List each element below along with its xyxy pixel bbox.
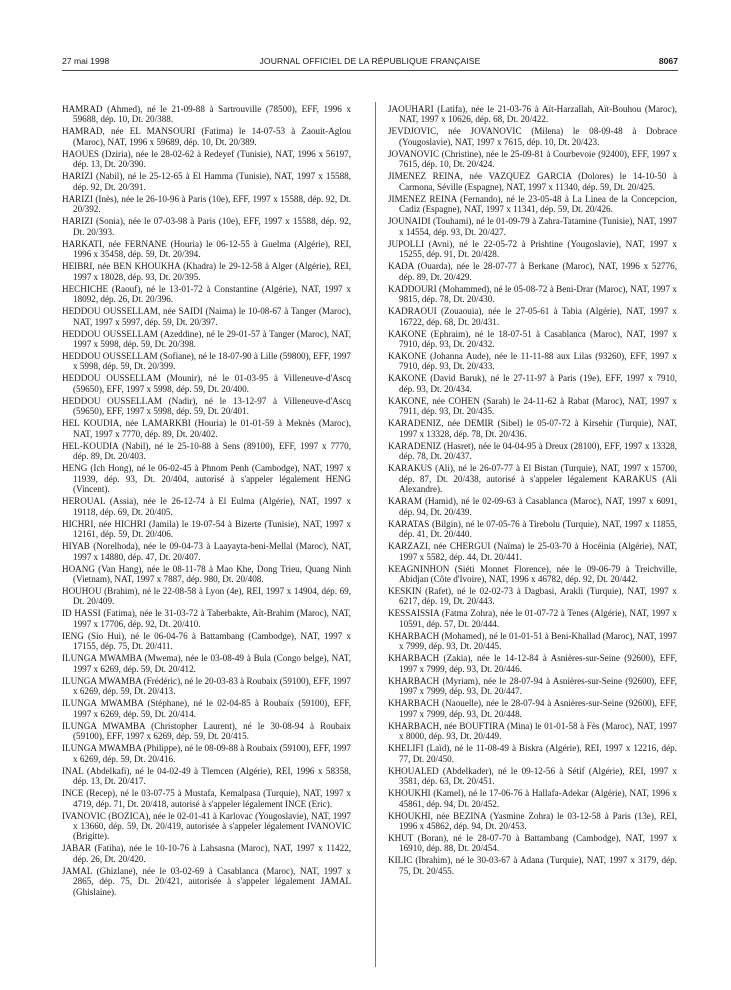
register-entry: KHARBACH, née BOUFTIRA (Mina) le 01-01-58 à Fès (Maroc), NAT, 1997 x 8000, dép. 93, Dt. 20/449. bbox=[388, 720, 677, 742]
register-entry: KARZAZI, née CHERGUI (Naïma) le 25-03-70 à Hocéinia (Algérie), NAT, 1997 x 5582, dép. 44, Dt. 20/441. bbox=[388, 541, 677, 562]
register-entry: HIYAB (Norelhoda), née le 09-04-73 à Laayayta-beni-Mellal (Maroc), NAT, 1997 x 14880, dép. 47, Dt. 20/407. bbox=[62, 541, 351, 562]
register-entry: JUPOLLI (Avni), né le 22-05-72 à Prishtine (Yougoslavie), NAT, 1997 x 15255, dép. 91, Dt. 20/428. bbox=[388, 238, 677, 260]
register-entry: KHOUKHI (Kamel), né le 17-06-76 à Hallafa-Adekar (Algérie), NAT, 1996 x 45861, dép. 94, Dt. 20/452. bbox=[388, 788, 677, 809]
register-entry: HARIZI (Nabil), né le 25-12-65 à El Hamma (Tunisie), NAT, 1997 x 15588, dép. 92, Dt. 20/391. bbox=[62, 171, 351, 192]
register-entry: ILUNGA MWAMBA (Stéphane), né le 02-04-85 à Roubaix (59100), EFF, 1997 x 6269, dép. 59, Dt. 20/414. bbox=[62, 698, 351, 719]
register-entry: HECHICHE (Raouf), né le 13-01-72 à Constantine (Algérie), NAT, 1997 x 18092, dép. 26, Dt. 20/396. bbox=[62, 283, 351, 305]
register-entry: KESKIN (Rafet), né le 02-02-73 à Dagbasi, Arakli (Turquie), NAT, 1997 x 6217, dép. 19, Dt. 20/443. bbox=[388, 585, 677, 607]
register-entry: KHARBACH (Mohamed), né le 01-01-51 à Beni-Khallad (Maroc), NAT, 1997 x 7999, dép. 93, Dt. 20/445. bbox=[388, 630, 677, 652]
register-entry: INAL (Abdelkafi), né le 04-02-49 à Tlemcen (Algérie), REI, 1996 x 58358, dép. 13, Dt. 20/417. bbox=[62, 765, 351, 787]
register-entry: HEDDOU OUSSELLAM (Mounir), né le 01-03-95 à Villeneuve-d'Ascq (59650), EFF, 1997 x 5998, dép. 59, Dt. 20/400. bbox=[62, 373, 351, 394]
register-entry: ID HASSI (Fatima), née le 31-03-72 à Taberbakte, Aït-Brahim (Maroc), NAT, 1997 x 17706, dép. 92, Dt. 20/410. bbox=[62, 608, 351, 629]
register-entry: HAOUES (Dziria), née le 28-02-62 à Redeyef (Tunisie), NAT, 1996 x 56197, dép. 13, Dt. 20/390. bbox=[62, 148, 351, 170]
register-entry: KHOUALED (Abdelkader), né le 09-12-56 à Sétif (Algérie), REI, 1997 x 3581, dép. 63, Dt. 20/451. bbox=[388, 765, 677, 787]
register-entry: HOANG (Van Hang), née le 08-11-78 à Mao Khe, Dong Trieu, Quang Ninh (Vietnam), NAT, 1997 x 7887, dép. 980, Dt. 20/408. bbox=[62, 563, 351, 584]
register-entry: INCE (Recep), né le 03-07-75 à Mustafa, Kemalpasa (Turquie), NAT, 1997 x 4719, dép. 71, Dt. 20/418, autorisé à s'appeler légalement INCE (Eric). bbox=[62, 788, 351, 809]
register-entry: KEAGNINHON (Siéti Monnet Florence), née le 09-06-79 à Treichville, Abidjan (Côte d'Ivoire), NAT, 1996 x 46782, dép. 92, Dt. 20/442. bbox=[388, 563, 677, 584]
register-entry: KADRAOUI (Zouaouia), née le 27-05-61 à Tabia (Algérie), NAT, 1997 x 16722, dép. 68, Dt. 20/431. bbox=[388, 306, 677, 327]
register-entry: HARIZI (Inès), née le 26-10-96 à Paris (10e), EFF, 1997 x 15588, dép. 92, Dt. 20/392. bbox=[62, 193, 351, 215]
register-entry: HEIBRI, née BEN KHOUKHA (Khadra) le 29-12-58 à Alger (Algérie), REI, 1997 x 18028, dép. 93, Dt. 20/395. bbox=[62, 261, 351, 282]
register-entry: IENG (Sio Hui), né le 06-04-76 à Battambang (Cambodge), NAT, 1997 x 17155, dép. 75, Dt. 20/411. bbox=[62, 630, 351, 652]
register-entry: JOUNAIDI (Touhami), né le 01-09-79 à Zahra-Tatamine (Tunisie), NAT, 1997 x 14554, dép. 93, Dt. 20/427. bbox=[388, 216, 677, 237]
register-entry: KAKONE (David Baruk), né le 27-11-97 à Paris (19e), EFF, 1997 x 7910, dép. 93, Dt. 20/434. bbox=[388, 373, 677, 394]
register-entry: JEVDJOVIC, née JOVANOVIC (Milena) le 08-09-48 à Dobrace (Yougoslavie), NAT, 1997 x 7615, dép. 10, Dt. 20/423. bbox=[388, 126, 677, 147]
register-entry: HICHRI, née HICHRI (Jamila) le 19-07-54 à Bizerte (Tunisie), NAT, 1997 x 12161, dép. 59, Dt. 20/406. bbox=[62, 518, 351, 540]
register-entry: KADA (Ouarda), née le 28-07-77 à Berkane (Maroc), NAT, 1996 x 52776, dép. 89, Dt. 20/429. bbox=[388, 261, 677, 282]
header-date: 27 mai 1998 bbox=[62, 56, 110, 66]
register-entry: KHARBACH (Myriam), née le 28-07-94 à Asnières-sur-Seine (92600), EFF, 1997 x 7999, dép. 93, Dt. 20/447. bbox=[388, 675, 677, 697]
register-entry: JAOUHARI (Latifa), née le 21-03-76 à Aït-Harzallah, Aït-Bouhou (Maroc), NAT, 1997 x 10626, dép. 68, Dt. 20/422. bbox=[388, 104, 677, 125]
header-rule bbox=[62, 70, 678, 71]
register-entry: KAKONE, née COHEN (Sarah) le 24-11-62 à Rabat (Maroc), NAT, 1997 x 7911, dép. 93, Dt. 20/435. bbox=[388, 395, 677, 417]
register-entry: KARAKUS (Ali), né le 26-07-77 à El Bistan (Turquie), NAT, 1997 x 15700, dép. 87, Dt. 20/438, autorisé à s'appeler légalement KARAKUS (Ali Alexandre). bbox=[388, 463, 677, 495]
register-entry: HEDDOU OUSSELLAM (Nadir), né le 13-12-97 à Villeneuve-d'Ascq (59650), EFF, 1997 x 5998, dép. 59, Dt. 20/401. bbox=[62, 395, 351, 417]
register-entry: ILUNGA MWAMBA (Mwema), née le 03-08-49 à Bula (Congo belge), NAT, 1997 x 6269, dép. 59, Dt. 20/412. bbox=[62, 653, 351, 674]
register-entry: KAKONE (Ephraim), né le 18-07-51 à Casablanca (Maroc), NAT, 1997 x 7910, dép. 93, Dt. 20/432. bbox=[388, 328, 677, 349]
register-entry: KHARBACH (Zakia), née le 14-12-84 à Asnières-sur-Seine (92600), EFF, 1997 x 7999, dép. 93, Dt. 20/446. bbox=[388, 653, 677, 674]
column-divider bbox=[375, 102, 376, 967]
register-entry: ILUNGA MWAMBA (Philippe), né le 08-09-88 à Roubaix (59100), EFF, 1997 x 6269, dép. 59, Dt. 20/416. bbox=[62, 743, 351, 764]
register-entry: KARADENIZ, née DEMIR (Sibel) le 05-07-72 à Kirsehir (Turquie), NAT, 1997 x 13328, dép. 78, Dt. 20/436. bbox=[388, 418, 677, 439]
register-entry: JOVANOVIC (Christine), née le 25-09-81 à Courbevoie (92400), EFF, 1997 x 7615, dép. 10, Dt. 20/424. bbox=[388, 148, 677, 170]
register-entry: HARIZI (Sonia), née le 07-03-98 à Paris (10e), EFF, 1997 x 15588, dép. 92, Dt. 20/393. bbox=[62, 216, 351, 237]
register-entry: HAMRAD, née EL MANSOURI (Fatima) le 14-07-53 à Zaouit-Aglou (Maroc), NAT, 1996 x 59689, dép. 10, Dt. 20/389. bbox=[62, 126, 351, 147]
register-entry: HOUHOU (Brahim), né le 22-08-58 à Lyon (4e), REI, 1997 x 14904, dép. 69, Dt. 20/409. bbox=[62, 585, 351, 607]
right-column bbox=[388, 104, 677, 878]
page-number: 8067 bbox=[658, 56, 678, 66]
register-entry: HEDDOU OUSSELLAM (Sofiane), né le 18-07-90 à Lille (59800), EFF, 1997 x 5998, dép. 59, Dt. 20/399. bbox=[62, 350, 351, 372]
register-entry: IVANOVIC (BOZICA), née le 02-01-41 à Karlovac (Yougoslavie), NAT, 1997 x 13660, dép. 59, Dt. 20/419, autorisée à s'appeler légalement IVANOVIC (Brigitte). bbox=[62, 810, 351, 842]
register-entry: KHARBACH (Naouelle), née le 28-07-94 à Asnières-sur-Seine (92600), EFF, 1997 x 7999, dép. 93, Dt. 20/448. bbox=[388, 698, 677, 719]
journal-title: JOURNAL OFFICIEL DE LA RÉPUBLIQUE FRANÇAISE bbox=[259, 56, 481, 66]
register-entry: KHELIFI (Laïd), né le 11-08-49 à Biskra (Algérie), REI, 1997 x 12216, dép. 77, Dt. 20/450. bbox=[388, 743, 677, 764]
register-entry: HAMRAD (Ahmed), né le 21-09-88 à Sartrouville (78500), EFF, 1996 x 59688, dép. 10, Dt. 20/388. bbox=[62, 104, 351, 125]
register-entry: JAMAL (Ghizlane), née le 03-02-69 à Casablanca (Maroc), NAT, 1997 x 2865, dép. 75, Dt. 20/421, autorisée à s'appeler légalement JAMAL (Ghislaine). bbox=[62, 865, 351, 897]
register-entry: HEROUAL (Assia), née le 26-12-74 à El Eulma (Algérie), NAT, 1997 x 19118, dép. 69, Dt. 20/405. bbox=[62, 496, 351, 517]
register-entry: KESSAISSIA (Fatma Zohra), née le 01-07-72 à Tenes (Algérie), NAT, 1997 x 10591, dép. 57, Dt. 20/444. bbox=[388, 608, 677, 629]
register-entry: HEL-KOUDIA (Nabil), né le 25-10-88 à Sens (89100), EFF, 1997 x 7770, dép. 89, Dt. 20/403. bbox=[62, 440, 351, 462]
register-entry: ILUNGA MWAMBA (Frédéric), né le 20-03-83 à Roubaix (59100), EFF, 1997 x 6269, dép. 59, Dt. 20/413. bbox=[62, 675, 351, 697]
register-entry: JABAR (Fatiha), née le 10-10-76 à Lahsasna (Maroc), NAT, 1997 x 11422, dép. 26, Dt. 20/420. bbox=[62, 843, 351, 864]
register-entry: JIMENEZ REINA, née VAZQUEZ GARCIA (Dolores) le 14-10-50 à Carmona, Séville (Espagne), NAT, 1997 x 11340, dép. 59, Dt. 20/425. bbox=[388, 171, 677, 192]
register-entry: KILIC (Ibrahim), né le 30-03-67 à Adana (Turquie), NAT, 1997 x 3179, dép. 75, Dt. 20/455. bbox=[388, 855, 677, 876]
register-entry: ILUNGA MWAMBA (Christopher Laurent), né le 30-08-94 à Roubaix (59100), EFF, 1997 x 6269, dép. 59, Dt. 20/415. bbox=[62, 720, 351, 742]
register-entry: KADDOURI (Mohammed), né le 05-08-72 à Beni-Drar (Maroc), NAT, 1997 x 9815, dép. 78, Dt. 20/430. bbox=[388, 283, 677, 305]
register-entry: HEL KOUDIA, née LAMARKBI (Houria) le 01-01-59 à Meknès (Maroc), NAT, 1997 x 7770, dép. 89, Dt. 20/402. bbox=[62, 418, 351, 439]
left-column bbox=[62, 104, 351, 899]
register-entry: KAKONE (Johanna Aude), née le 11-11-88 aux Lilas (93260), EFF, 1997 x 7910, dép. 93, Dt. 20/433. bbox=[388, 350, 677, 372]
register-entry: HENG (Ich Hong), né le 06-02-45 à Phnom Penh (Cambodge), NAT, 1997 x 11939, dép. 93, Dt. 20/404, autorisé à s'appeler légalement HENG (Vincent). bbox=[62, 463, 351, 495]
register-entry: KHOUKHI, née BEZINA (Yasmine Zohra) le 03-12-58 à Paris (13e), REI, 1996 x 45862, dép. 94, Dt. 20/453. bbox=[388, 810, 677, 831]
register-entry: KARATAS (Bilgin), né le 07-05-76 à Tirebolu (Turquie), NAT, 1997 x 11855, dép. 41, Dt. 20/440. bbox=[388, 518, 677, 540]
register-entry: KHUT (Boran), né le 28-07-70 à Battambang (Cambodge), NAT, 1997 x 16910, dép. 88, Dt. 20/454. bbox=[388, 832, 677, 854]
register-entry: KARADENIZ (Hasret), née le 04-04-95 à Dreux (28100), EFF, 1997 x 13328, dép. 78, Dt. 20/437. bbox=[388, 440, 677, 462]
register-entry: JIMENEZ REINA (Fernando), né le 23-05-48 à La Linea de la Concepcion, Cadiz (Espagne), NAT, 1997 x 11341, dép. 59, Dt. 20/426. bbox=[388, 193, 677, 215]
register-entry: HARKATI, née FERNANE (Houria) le 06-12-55 à Guelma (Algérie), REI, 1996 x 35458, dép. 59, Dt. 20/394. bbox=[62, 238, 351, 260]
register-entry: HEDDOU OUSSELLAM, née SAIDI (Naima) le 10-08-67 à Tanger (Maroc), NAT, 1997 x 5997, dép. 59, Dt. 20/397. bbox=[62, 306, 351, 327]
register-entry: HEDDOU OUSSELLAM (Azeddine), né le 29-01-57 à Tanger (Maroc), NAT, 1997 x 5998, dép. 59, Dt. 20/398. bbox=[62, 328, 351, 349]
register-entry: KARAM (Hamid), né le 02-09-63 à Casablanca (Maroc), NAT, 1997 x 6091, dép. 94, Dt. 20/439. bbox=[388, 496, 677, 517]
